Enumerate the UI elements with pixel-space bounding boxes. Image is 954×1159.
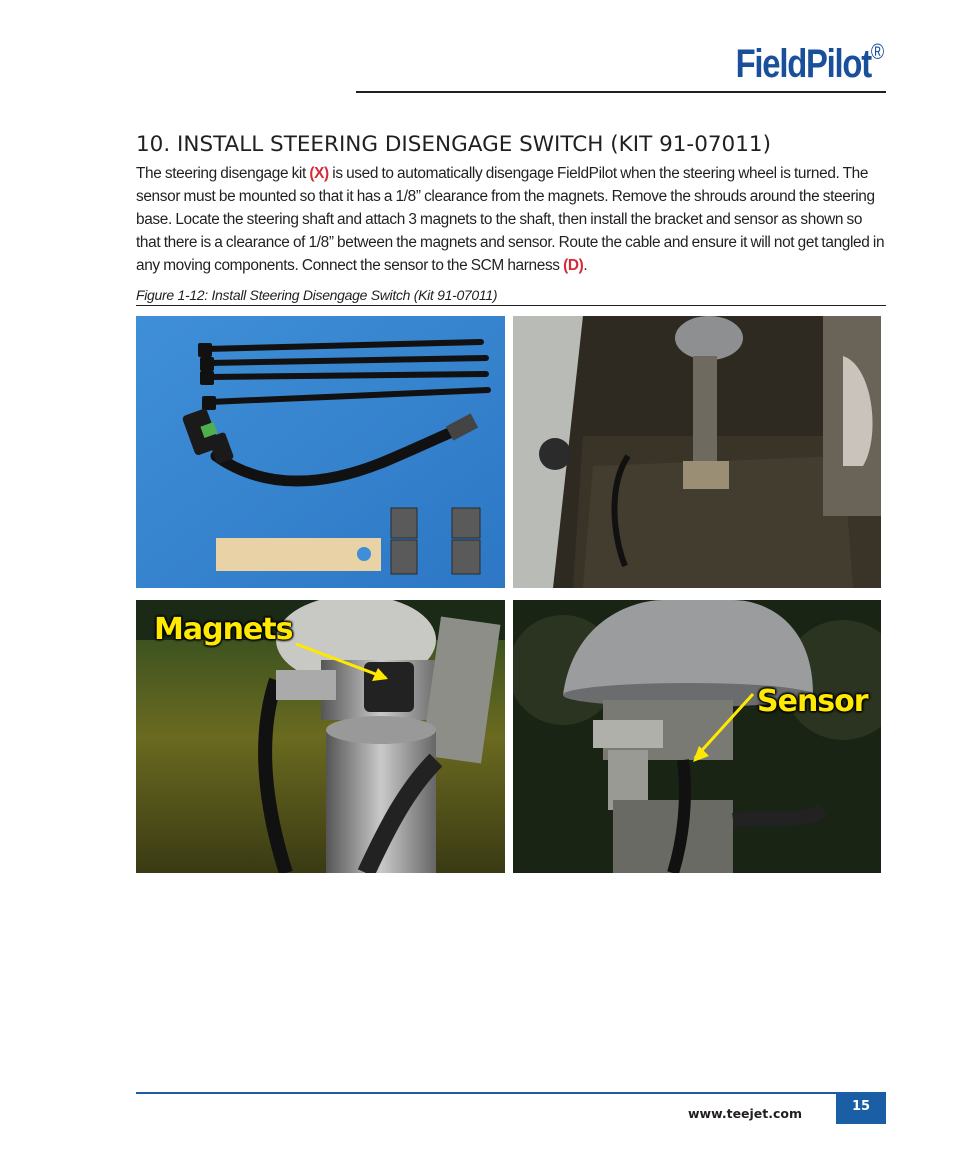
label-magnets: Magnets: [154, 612, 293, 647]
page-number: 15: [836, 1094, 886, 1124]
section-body: The steering disengage kit (X) is used to automatically disengage FieldPilot when the steering wheel is turned. The sensor must be mounted so that it has a 1/8” clearance from the magnets. Remove the shrouds around the steering base. Locate the steering shaft and attach 3 magnets to the shaft, then install the bracket and sensor as shown so that there is a clearance of 1/8” between the magnets and sensor. Route the cable and ensure it will not get tangled in any moving components. Connect the sensor to the SCM harness (D).: [136, 165, 885, 274]
ref-x: (X): [309, 165, 329, 182]
caption-rule: [136, 305, 886, 306]
photo-sensor: [513, 600, 881, 873]
ref-d: (D): [563, 257, 584, 274]
photo-steering-column: [513, 316, 881, 588]
brand-logo: FieldPilot®: [735, 38, 884, 86]
photo-kit-parts: [136, 316, 505, 588]
footer-website-link[interactable]: www.teejet.com: [688, 1106, 803, 1121]
footer-rule: [136, 1092, 886, 1094]
figure-caption: Figure 1-12: Install Steering Disengage Switch (Kit 91-07011): [136, 287, 498, 303]
header-rule: [356, 91, 886, 93]
section-title: 10. INSTALL STEERING DISENGAGE SWITCH (KIT 91-07011): [136, 132, 771, 157]
label-sensor: Sensor: [757, 684, 868, 719]
